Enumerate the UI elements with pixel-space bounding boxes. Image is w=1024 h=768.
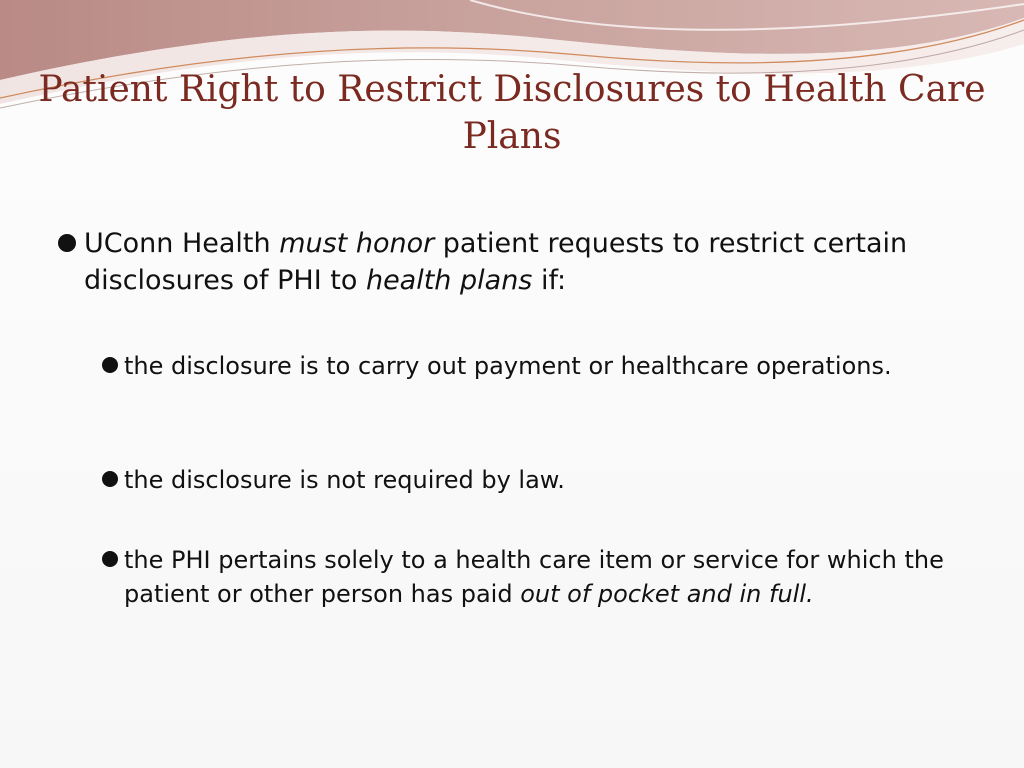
main-bullet-part3: if: xyxy=(532,265,567,296)
main-bullet-text xyxy=(50,225,950,299)
bullet-dot-icon xyxy=(102,471,118,487)
sub-bullet-text xyxy=(100,543,960,611)
sub-bullet-payment-operations xyxy=(100,349,960,383)
sub-bullet-not-required-by-law xyxy=(100,463,960,497)
sub-bullet-2-text: the disclosure is not required by law. xyxy=(124,466,565,494)
sub-bullet-paid-out-of-pocket xyxy=(100,543,960,611)
main-bullet xyxy=(50,225,950,299)
bullet-dot-icon xyxy=(58,234,76,252)
main-bullet-part2: patient requests to restrict certain disclosures of PHI to xyxy=(84,228,908,296)
sub-bullet-3-text: the PHI pertains solely to a health care item or service for which the patient or other person has paid xyxy=(124,546,944,608)
bullet-dot-icon xyxy=(102,357,118,373)
sub-bullet-3-emphasis: out of pocket and in full. xyxy=(520,580,814,608)
main-bullet-part1: UConn Health xyxy=(84,228,280,259)
bullet-dot-icon xyxy=(102,551,118,567)
slide-title: Patient Right to Restrict Disclosures to Health Care Plans xyxy=(38,69,986,157)
main-bullet-emphasis-health-plans: health plans xyxy=(365,265,533,296)
sub-bullet-text xyxy=(100,463,960,497)
sub-bullet-text xyxy=(100,349,960,383)
sub-bullet-1-text: the disclosure is to carry out payment or healthcare operations. xyxy=(124,352,892,380)
main-bullet-emphasis-must-honor: must honor xyxy=(279,228,435,259)
